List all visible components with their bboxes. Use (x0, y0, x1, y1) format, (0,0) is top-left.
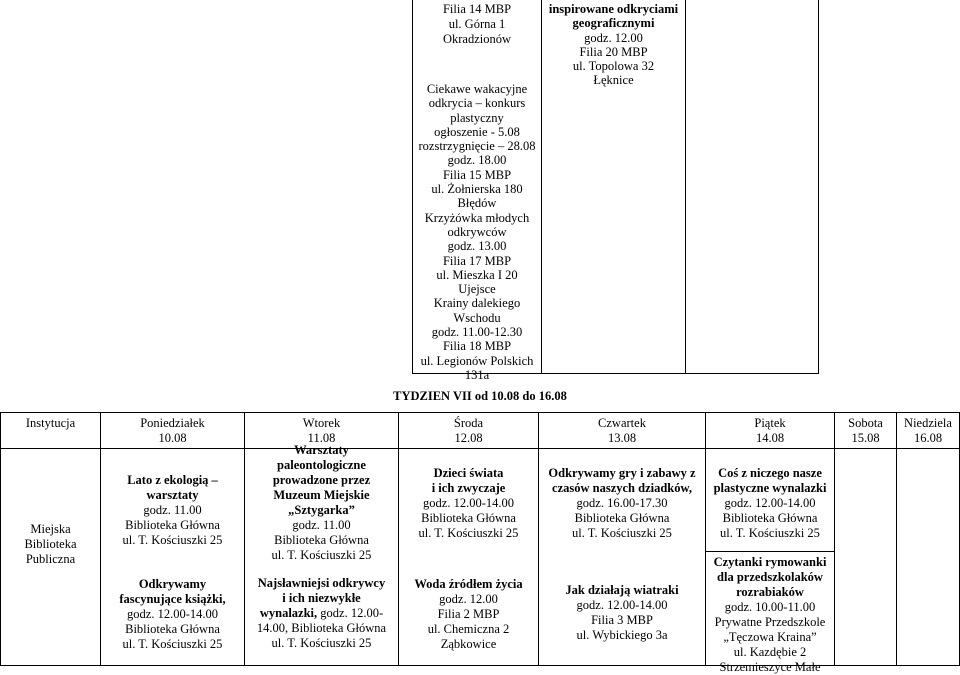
header-sunday: Niedziela 16.08 (904, 416, 952, 445)
header-friday: Piątek 14.08 (754, 416, 786, 445)
mon-event-1: Lato z ekologią – warsztaty godz. 11.00 Biblioteka Główna ul. T. Kościuszki 25 (122, 473, 223, 547)
grid-v7 (896, 412, 897, 666)
header-saturday: Sobota 15.08 (848, 416, 883, 445)
grid-top (0, 412, 960, 413)
top-contest: Ciekawe wakacyjne odkrycia – konkurs plastyczny ogłoszenie - 5.08 rozstrzygnięcie – 28.08 godz. 18.00 Filia 15 MBP ul. Żołnierska 180 Błędów Krzyżówka młodych odkrywców godz. 13.00 Filia 17 MBP ul. Mieszka I 20 Ujejsce Krainy dalekiego Wschodu godz. 11.00-12.30 Filia 18 MBP ul. Legionów Polskich 131a (418, 82, 536, 382)
header-wednesday: Środa 12.08 (453, 416, 484, 445)
tue-event-2: Najsławniejsi odkrywcy i ich niezwykłe wynalazki, godz. 12.00- 14.00, Biblioteka Główna ul. T. Kościuszki 25 (256, 576, 387, 650)
wed-event-2: Woda źródłem życia godz. 12.00 Filia 2 MBP ul. Chemiczna 2 Ząbkowice (414, 577, 523, 651)
fri-event-2: Czytanki rymowanki dla przedszkolaków rozrabiaków godz. 10.00-11.00 Prywatne Przedszkole „Tęczowa Kraina” ul. Kazdębie 2 Strzemieszyce Małe (713, 555, 827, 674)
header-thursday: Czwartek 13.08 (598, 416, 646, 445)
thu-event-2: Jak działają wiatraki godz. 12.00-14.00 Filia 3 MBP ul. Wybickiego 3a (565, 583, 679, 642)
tue-event-1: Warsztaty paleontologiczne prowadzone przez Muzeum Miejskie „Sztygarka” godz. 11.00 Biblioteka Główna ul. T. Kościuszki 25 (271, 443, 372, 562)
grid-row-divider (705, 551, 834, 552)
thu-event-1: Odkrywamy gry i zabawy z czasów naszych dziadków, godz. 16.00-17.30 Biblioteka Główna ul. T. Kościuszki 25 (548, 466, 696, 540)
header-institution: Instytucja (25, 416, 76, 430)
header-monday: Poniedziałek 10.08 (140, 416, 205, 445)
week-title: TYDZIEN VII od 10.08 do 16.08 (393, 389, 567, 403)
top-right-border (818, 0, 819, 374)
institution-name: Miejska Biblioteka Publiczna (24, 522, 77, 566)
wed-event-1: Dzieci świata i ich zwyczaje godz. 12.00-14.00 Biblioteka Główna ul. T. Kościuszki 25 (418, 466, 519, 540)
fri-event-1: Coś z niczego nasze plastyczne wynalazki godz. 12.00-14.00 Biblioteka Główna ul. T. Kościuszki 25 (713, 466, 827, 540)
grid-header-bottom (0, 448, 960, 449)
top-mid-border-2 (685, 0, 686, 374)
top-col1-a: Filia 14 MBP ul. Górna 1 Okradzionów (442, 2, 512, 46)
top-col2: inspirowane odkryciami geograficznymi godz. 12.00 Filia 20 MBP ul. Topolowa 32 Łęknice (548, 2, 679, 88)
header-tuesday: Wtorek 11.08 (302, 416, 341, 445)
grid-v6 (834, 412, 835, 666)
mon-event-2: Odkrywamy fascynujące książki, godz. 12.00-14.00 Biblioteka Główna ul. T. Kościuszki 25 (119, 577, 226, 651)
